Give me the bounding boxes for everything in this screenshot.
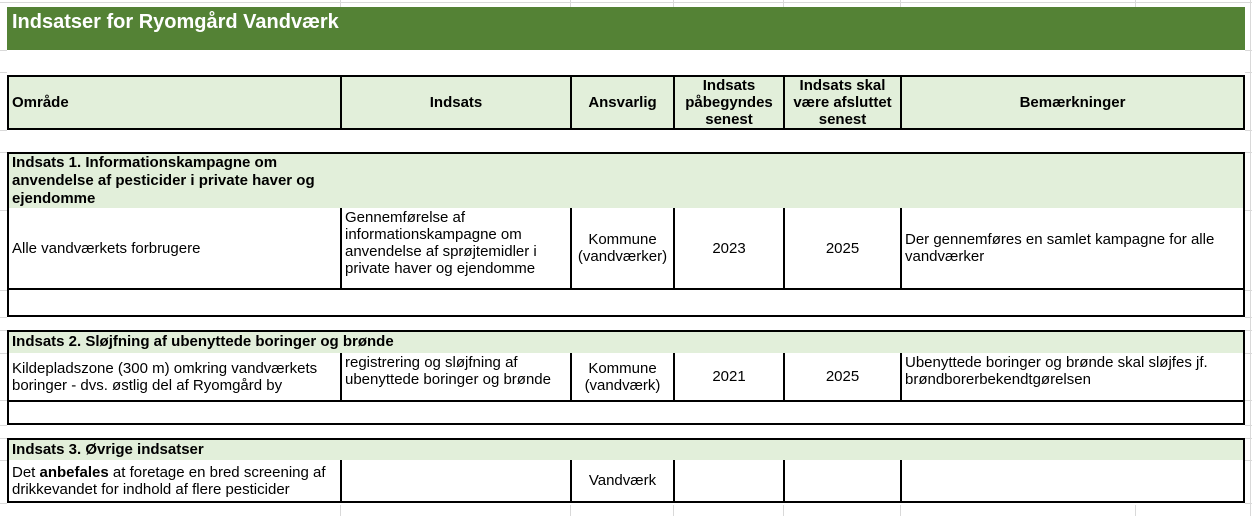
section-2-block xyxy=(7,330,1245,425)
header-cell-indsats[interactable] xyxy=(340,77,570,128)
gridline xyxy=(673,0,674,7)
section-2-header-cell[interactable] xyxy=(9,332,1243,353)
gridline xyxy=(1245,460,1252,461)
gridline xyxy=(0,438,7,439)
gridline xyxy=(0,2,1252,3)
s3-ansvarlig-cell[interactable] xyxy=(570,460,673,501)
section-1-block xyxy=(7,152,1245,317)
s2-slut-cell[interactable] xyxy=(783,353,900,400)
gridline xyxy=(340,505,341,516)
cell-text: Ubenyttede boringer og brønde skal sløjfes jf. brøndborerbekendtgørelsen xyxy=(905,354,1208,388)
gridline xyxy=(673,505,674,516)
gridline xyxy=(0,353,7,354)
cell-text: Kildepladszone (300 m) omkring vandværkets boringer - dvs. østlig del af Ryomgård by xyxy=(12,359,318,394)
s1-start-cell[interactable] xyxy=(673,208,783,288)
gridline xyxy=(340,0,341,7)
gridline xyxy=(1245,400,1252,401)
gridline xyxy=(1245,72,1252,73)
cell-text: Kommune (vandværker) xyxy=(577,231,668,265)
gridline xyxy=(0,290,7,291)
s3-indsats-cell[interactable] xyxy=(340,460,570,501)
section-2-title: Indsats 2. Sløjfning af ubenyttede boringer og brønde xyxy=(12,333,394,350)
header-cell-ansvarlig[interactable] xyxy=(570,77,673,128)
header-label: Indsats xyxy=(429,94,483,111)
gridline xyxy=(1245,210,1252,211)
section-3-header-cell[interactable] xyxy=(9,440,1243,460)
header-cell-omraade[interactable] xyxy=(9,77,340,128)
gridline xyxy=(1245,353,1252,354)
page-title: Indsatser for Ryomgård Vandværk xyxy=(12,11,339,33)
gridline xyxy=(0,130,7,131)
s3-bemaerkninger-cell[interactable] xyxy=(900,460,1243,501)
header-label: Område xyxy=(12,94,69,111)
gridline xyxy=(1245,425,1252,426)
s2-start-cell[interactable] xyxy=(673,353,783,400)
gridline xyxy=(1245,130,1252,131)
gridline xyxy=(900,505,901,516)
gridline xyxy=(1245,290,1252,291)
header-label: Indsats skal være afsluttet senest xyxy=(793,77,892,128)
gridline xyxy=(0,425,7,426)
s3-start-cell[interactable] xyxy=(673,460,783,501)
s2-ansvarlig-cell[interactable] xyxy=(570,353,673,400)
cell-text: Der gennemføres en samlet kampagne for alle vandværker xyxy=(905,231,1215,265)
cell-text: 2023 xyxy=(712,239,746,257)
gridline xyxy=(1245,438,1252,439)
s3-omraade-cell[interactable] xyxy=(9,460,340,501)
section-1-row xyxy=(9,208,1243,288)
s1-slut-cell[interactable] xyxy=(783,208,900,288)
gridline xyxy=(1245,330,1252,331)
gridline xyxy=(570,0,571,7)
gridline xyxy=(0,210,7,211)
gridline xyxy=(1135,505,1136,516)
s2-indsats-cell[interactable] xyxy=(340,353,570,400)
header-label: Ansvarlig xyxy=(588,94,657,111)
gridline xyxy=(0,50,7,51)
cell-text: Gennemførelse af informationskampagne om anvendelse af sprøjtemidler i private haver og ejendomme xyxy=(345,209,537,277)
gridline xyxy=(0,72,7,73)
s2-bemaerkninger-cell[interactable] xyxy=(900,353,1243,400)
header-cell-bemaerkninger[interactable] xyxy=(900,77,1243,128)
section-1-title: Indsats 1. Informationskampagne om anvendelse af pesticider i private haver og ejendomme xyxy=(12,154,315,207)
gridline xyxy=(0,152,7,153)
header-label: Indsats påbegyndes senest xyxy=(685,77,773,128)
cell-text: Kommune (vandværk) xyxy=(584,359,661,394)
cell-text: 2021 xyxy=(712,368,746,385)
gridline xyxy=(570,505,571,516)
gridline xyxy=(1245,503,1252,504)
s2-omraade-cell[interactable] xyxy=(9,353,340,400)
cell-text: Alle vandværkets forbrugere xyxy=(12,239,201,257)
gridline xyxy=(0,400,7,401)
s1-indsats-cell[interactable] xyxy=(340,208,570,288)
gridline xyxy=(1135,0,1136,7)
gridline xyxy=(0,460,7,461)
gridline xyxy=(783,505,784,516)
s1-ansvarlig-cell[interactable] xyxy=(570,208,673,288)
column-header-row xyxy=(7,75,1245,130)
s1-bemaerkninger-cell[interactable] xyxy=(900,208,1243,288)
gridline xyxy=(1245,152,1252,153)
header-cell-slut[interactable] xyxy=(783,77,900,128)
cell-text: 2025 xyxy=(825,239,860,257)
s1-omraade-cell[interactable] xyxy=(9,208,340,288)
section-3-block xyxy=(7,438,1245,503)
cell-text: registrering og sløjfning af ubenyttede boringer og brønde xyxy=(345,354,551,388)
gridline xyxy=(1245,50,1252,51)
cell-text: Vandværk xyxy=(588,472,657,489)
section-2-empty-row[interactable] xyxy=(9,400,1243,425)
header-label: Bemærkninger xyxy=(1019,94,1126,111)
section-3-title: Indsats 3. Øvrige indsatser xyxy=(12,441,204,458)
section-1-header-cell[interactable] xyxy=(9,154,1243,208)
title-cell[interactable] xyxy=(7,7,1245,50)
gridline xyxy=(900,0,901,7)
gridline xyxy=(0,330,7,331)
gridline xyxy=(0,317,7,318)
section-2-row xyxy=(9,353,1243,400)
section-1-empty-row[interactable] xyxy=(9,288,1243,317)
gridline xyxy=(783,0,784,7)
s3-slut-cell[interactable] xyxy=(783,460,900,501)
header-cell-start[interactable] xyxy=(673,77,783,128)
gridline xyxy=(0,503,7,504)
cell-text: Det anbefales at foretage en bred screening af drikkevandet for indhold af flere pesticider xyxy=(12,463,326,498)
cell-text: 2025 xyxy=(825,368,860,385)
gridline xyxy=(1245,317,1252,318)
bold-text: anbefales xyxy=(39,463,109,481)
section-3-row xyxy=(9,460,1243,501)
